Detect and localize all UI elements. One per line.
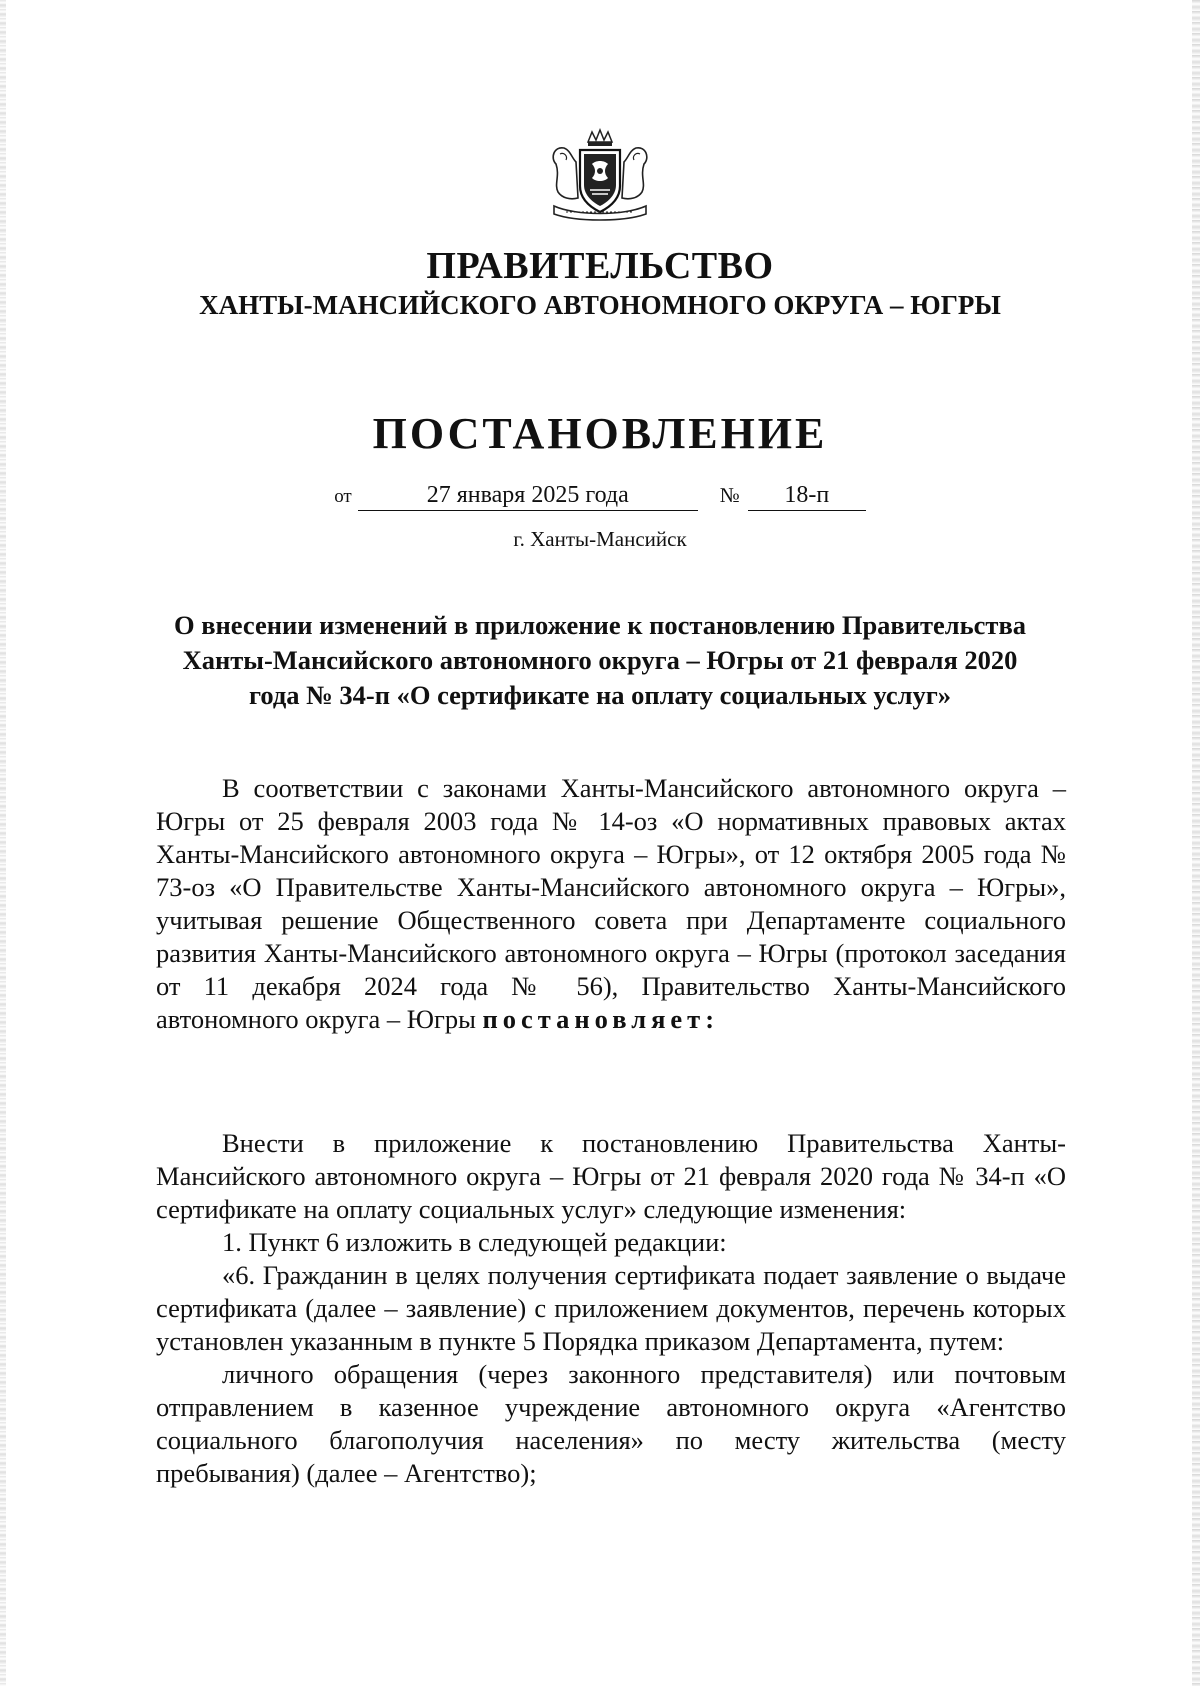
coat-of-arms-icon (546, 128, 654, 224)
document-number: 18-п (748, 480, 866, 511)
resolution-body (156, 1127, 1066, 1490)
date-number-line (0, 480, 1200, 511)
government-title: ПРАВИТЕЛЬСТВО (426, 245, 774, 287)
city: г. Ханты-Мансийск (513, 527, 687, 551)
decides-word: постановляет: (482, 1004, 720, 1034)
body-intro: Внести в приложение к постановлению Правительства Ханты-Мансийского автономного округа – Югры от 21 февраля 2020 года № 34-п «О сертификате на оплату социальных услуг» следующие изменения: (156, 1128, 1066, 1224)
item-1-text: «6. Гражданин в целях получения сертификата подает заявление о выдаче сертификата (далее – заявление) с приложением документов, перечень которых установлен указанным в пункте 5 Порядка приказом Департамента, путем: (156, 1260, 1066, 1356)
date-prefix: от (334, 486, 352, 507)
preamble-block (156, 772, 1066, 1036)
preamble-paragraph (156, 772, 1066, 1036)
preamble-text: В соответствии с законами Ханты-Мансийского автономного округа – Югры от 25 февраля 2003 года № 14-оз «О нормативных правовых актах Ханты-Мансийского автономного округа – Югры», от 12 октября 2005 года № 73-оз «О Правительстве Ханты-Мансийского автономного округа – Югры», учитывая решение Общественного совета при Департаменте социального развития Ханты-Мансийского автономного округа – Югры (протокол заседания от 11 декабря 2024 года № 56), Правительство Ханты-Мансийского автономного округа – Югры (156, 773, 1066, 1034)
government-subtitle: ХАНТЫ-МАНСИЙСКОГО АВТОНОМНОГО ОКРУГА – ЮГРЫ (199, 290, 1001, 320)
item-1: 1. Пункт 6 изложить в следующей редакции: (222, 1227, 727, 1257)
document-date: 27 января 2025 года (358, 480, 698, 511)
document-subject: О внесении изменений в приложение к постановлению Правительства Ханты-Мансийского автономного округа – Югры от 21 февраля 2020 года № 34-п «О сертификате на оплату социальных услуг» (173, 610, 1027, 710)
document-type-title: ПОСТАНОВЛЕНИЕ (372, 409, 828, 458)
item-1-subitem: личного обращения (через законного представителя) или почтовым отправлением в казенное учреждение автономного округа «Агентство социального благополучия населения» по месту жительства (месту пребывания) (далее – Агентство); (156, 1359, 1066, 1488)
number-prefix: № (719, 483, 740, 507)
